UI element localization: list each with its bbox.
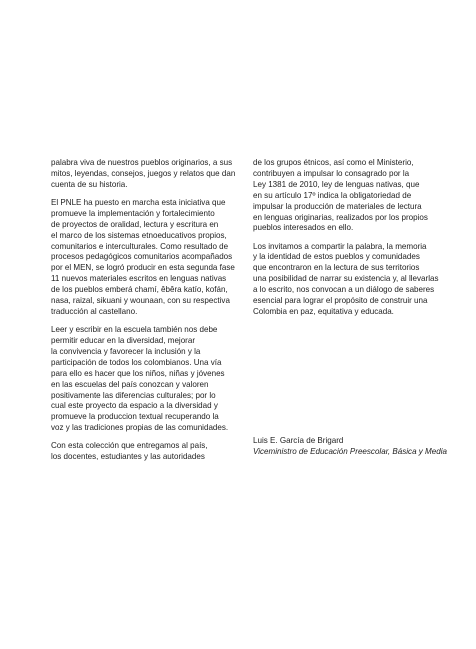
text-line: participación de todos los colombianos. Una vía	[51, 357, 222, 367]
text-line: 11 nuevos materiales escritos en lenguas nativas	[51, 274, 227, 284]
text-line: pueblos interesados en ello.	[253, 223, 354, 233]
text-line: cual este proyecto da espacio a la diversidad y	[51, 401, 218, 411]
text-line: la convivencia y favorecer la inclusión y la	[51, 346, 201, 356]
text-line: voz y las tradiciones propias de las comunidades.	[51, 423, 229, 433]
text-line: promueve la produccion textual recuperando la	[51, 412, 219, 422]
text-line: una posibilidad de narrar su existencia y, al llevarlas	[253, 274, 439, 284]
text-line: esencial para lograr el propósito de construir una	[253, 296, 428, 306]
text-line: por el MEN, se logró producir en esta segunda fase	[51, 263, 235, 273]
text-line: procesos pedagógicos comunitarios acompañados	[51, 252, 233, 262]
text-line: que encontraron en la lectura de sus territorios	[253, 263, 420, 273]
text-line: Ley 1381 de 2010, ley de lenguas nativas, que	[253, 179, 420, 189]
text-line: para ello es hacer que los niños, niñas y jóvenes	[51, 368, 225, 378]
text-line: Leer y escribir en la escuela también nos debe	[51, 325, 218, 335]
text-line: impulsar la producción de materiales de lectura	[253, 201, 422, 211]
text-line: palabra viva de nuestros pueblos originarios, a sus	[51, 158, 233, 167]
text-line: positivamente las diferencias culturales; por lo	[51, 390, 216, 400]
text-line: contribuyen a impulsar lo consagrado por la	[253, 168, 410, 178]
text-line: cuenta de su historia.	[51, 179, 128, 189]
paragraph	[51, 441, 251, 463]
paragraph	[253, 242, 453, 318]
text-line: en su artículo 17º indica la obligatoriedad de	[253, 190, 412, 200]
paragraph	[51, 158, 251, 191]
text-line: nasa, raizal, sikuani y wounaan, con su respectiva	[51, 296, 230, 306]
text-line: El PNLE ha puesto en marcha esta iniciativa que	[51, 197, 226, 207]
text-line: promueve la implementación y fortalecimiento	[51, 208, 215, 218]
text-line: Con esta colección que entregamos al país,	[51, 441, 208, 451]
text-line: de los grupos étnicos, así como el Ministerio,	[253, 158, 414, 167]
text-line: y la identidad de estos pueblos y comunidades	[253, 252, 420, 262]
text-line: traducción al castellano.	[51, 306, 138, 316]
text-line: a lo escrito, nos convocan a un diálogo de saberes	[253, 285, 435, 295]
paragraph	[51, 198, 251, 318]
left-column	[51, 158, 251, 470]
text-line: el marco de los sistemas etnoeducativos propios,	[51, 230, 227, 240]
text-line: mitos, leyendas, consejos, juegos y relatos que dan	[51, 168, 236, 178]
paragraph	[51, 325, 251, 434]
right-column	[253, 158, 453, 325]
text-line: de los pueblos emberá chamí, êbêra katío, kofán,	[51, 285, 228, 295]
text-line: los docentes, estudiantes y las autoridades	[51, 452, 205, 462]
signature-block	[253, 436, 447, 458]
signatory-role: Viceministro de Educación Preescolar, Básica y Media	[253, 446, 447, 456]
text-line: en lenguas originarias, realizados por los propios	[253, 212, 428, 222]
text-line: permitir educar en la diversidad, mejorar	[51, 335, 196, 345]
text-line: en las escuelas del país conozcan y valoren	[51, 379, 209, 389]
text-line: Colombia en paz, equitativa y educada.	[253, 306, 394, 316]
text-line: Los invitamos a compartir la palabra, la memoria	[253, 241, 427, 251]
text-line: de proyectos de oralidad, lectura y escritura en	[51, 219, 219, 229]
signatory-name: Luis E. García de Brigard	[253, 436, 344, 445]
text-line: comunitarios e interculturales. Como resultado de	[51, 241, 229, 251]
paragraph	[253, 158, 453, 234]
